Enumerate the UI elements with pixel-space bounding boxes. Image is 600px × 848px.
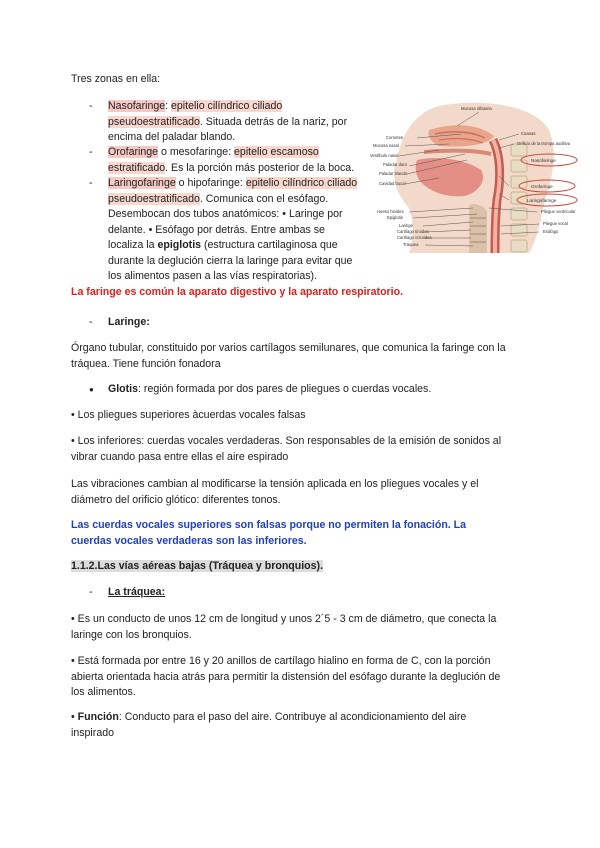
- laringofaringe-line4: delante. • Esófago por detrás. Entre ambas se: [108, 223, 325, 236]
- figure-label-laringe: Laringe: [399, 223, 413, 228]
- laringofaringe-rest-a: . Comunica con el esófago.: [199, 192, 329, 205]
- laringe-desc-a: Órgano tubular, constituido por varios cartílagos semilunares, que comunica la faringe con la: [71, 342, 506, 354]
- glotis-term: Glotis: [108, 383, 139, 395]
- vibraciones-paragraph: [71, 477, 479, 508]
- pliegues-superiores: • Los pliegues superiores àcuerdas vocales falsas: [71, 409, 306, 421]
- figure-label-mucosa-olfatoria: Mucosa olfatoria: [461, 106, 492, 111]
- laringe-description: [71, 341, 506, 372]
- blue-statement: [71, 518, 466, 549]
- figure-label-vestibulo: Vestíbulo nasal: [370, 153, 399, 158]
- orofaringe-rest: . Es la porción más posterior de la boca.: [165, 161, 355, 174]
- figure-label-paladar-blando: Paladar blando: [379, 171, 408, 176]
- figure-label-nasofaringe: Nasofaringe: [531, 158, 556, 163]
- figure-label-orificio-trompa: Orificio de la trompa auditiva: [517, 141, 571, 146]
- zone-orofaringe: [108, 145, 354, 176]
- list-dash: -: [89, 146, 93, 158]
- laringofaringe-epithelium-b: pseudoestratificado: [108, 192, 200, 205]
- orofaringe-epithelium-a: epitelio escamoso: [234, 146, 319, 158]
- figure-label-cornetes: Cornetes: [386, 135, 403, 140]
- traquea-p1-b: laringe con los bronquios.: [71, 628, 192, 641]
- traquea-paragraph-1: [71, 612, 496, 643]
- laringofaringe-epithelium-a: epitelio cilíndrico ciliado: [245, 177, 358, 189]
- traquea-paragraph-2: [71, 654, 500, 701]
- figure-label-pliegue-ventricular: Pliegue ventricular: [541, 209, 576, 214]
- section-heading-text: 1.1.2.Las vías aéreas bajas (Tráquea y bronquios).: [71, 560, 324, 572]
- laringofaringe-line7: los alimentos pasen a las vías respiratorias).: [108, 270, 318, 282]
- pharynx-anatomy-illustration: [369, 100, 580, 253]
- list-dash: -: [89, 100, 93, 112]
- pharynx-anatomy-figure: [369, 100, 580, 253]
- figure-label-mucosa-nasal: Mucosa nasal: [373, 143, 399, 148]
- laringofaringe-line3: Desembocan dos tubos anatómicos: • Laringe por: [108, 208, 343, 220]
- figure-label-laringofaringe: Laringofaringe: [527, 198, 557, 203]
- glotis-rest: : región formada por dos pares de pliegues o cuerdas vocales.: [138, 383, 432, 395]
- vibraciones-a: Las vibraciones cambian al modificarse la tensión aplicada en los pliegues vocales y el: [71, 478, 479, 490]
- blue-statement-b: cuerdas vocales verdaderas son las inferiores.: [71, 534, 307, 547]
- nasofaringe-rest-b: encima del paladar blando.: [108, 131, 236, 143]
- laringofaringe-term: Laringofaringe: [108, 177, 176, 189]
- zone-nasofaringe: [108, 99, 347, 146]
- nasofaringe-rest-a: . Situada detrás de la nariz, por: [199, 115, 348, 128]
- nasofaringe-epithelium-a: epitelio cilíndrico ciliado: [171, 100, 283, 112]
- traquea-p2-b: abierta orientada hacia atrás para permitir la distensión del esófago durante la deglución de: [71, 670, 501, 683]
- nasofaringe-epithelium-b: pseudoestratificado: [108, 115, 200, 128]
- figure-label-hueso-hioides: Hueso hioides: [377, 209, 404, 214]
- figure-label-paladar-duro: Paladar duro: [383, 162, 407, 167]
- orofaringe-epithelium-b: estratificado: [108, 161, 166, 174]
- vibraciones-b: diámetro del orificio glótico: diferentes tonos.: [71, 493, 281, 506]
- list-dash: -: [89, 586, 93, 598]
- laringofaringe-line5-post: (estructura cartilaginosa que: [201, 239, 338, 251]
- laringofaringe-line5-pre: localiza la: [108, 239, 158, 251]
- glotis-item: [108, 382, 431, 398]
- traquea-p1-a: • Es un conducto de unos 12 cm de longitud y unos 2´5 - 3 cm de diámetro, que conecta la: [71, 613, 497, 625]
- figure-label-cartilago-tiroides: Cartílago tiroides: [397, 229, 429, 234]
- funcion-bullet: •: [71, 711, 78, 723]
- blue-statement-a: Las cuerdas vocales superiores son falsas porque no permiten la fonación. La: [71, 519, 467, 531]
- figure-label-esofago: Esófago: [543, 229, 559, 234]
- laringe-desc-b: tráquea. Tiene función fonadora: [71, 357, 221, 370]
- figure-label-orofaringe: Orofaringe: [531, 184, 553, 189]
- traquea-p2-a: • Está formada por entre 16 y 20 anillos de cartílago hialino en forma de C, con la porción: [71, 655, 491, 667]
- list-dash: -: [89, 177, 93, 189]
- section-heading: [71, 559, 323, 575]
- traquea-p2-c: los alimentos.: [71, 686, 136, 698]
- separator: :: [165, 100, 172, 112]
- epiglotis-term: epiglotis: [157, 239, 202, 251]
- inferiores-b: vibrar cuando pasa entre ellas el aire espirado: [71, 450, 289, 463]
- figure-label-cavidad-bucal: Cavidad bucal: [379, 181, 406, 186]
- figure-label-traquea: Tráquea: [403, 242, 419, 247]
- pliegues-inferiores: [71, 434, 501, 465]
- orofaringe-mid: o mesofaringe:: [158, 146, 235, 158]
- traquea-paragraph-3: [71, 710, 466, 741]
- laringofaringe-mid: o hipofaringe:: [175, 177, 246, 189]
- laringofaringe-line6: durante la deglución cierra la laringe para evitar que: [108, 254, 353, 267]
- funcion-rest-b: inspirado: [71, 726, 114, 739]
- figure-label-epiglotis: Epiglotis: [387, 215, 403, 220]
- figure-label-pliegue-vocal: Pliegue vocal: [543, 221, 568, 226]
- figure-label-coanas: Coanas: [521, 131, 536, 136]
- nasofaringe-term: Nasofaringe: [108, 100, 166, 112]
- laringe-heading: Laringe:: [108, 316, 150, 328]
- funcion-rest-a: : Conducto para el paso del aire. Contribuye al acondicionamiento del aire: [118, 711, 467, 723]
- list-dash: -: [89, 316, 93, 328]
- traquea-heading: La tráquea:: [108, 586, 166, 598]
- intro-text: Tres zonas en ella:: [71, 73, 161, 85]
- red-statement: La faringe es común la aparato digestivo y la aparato respiratorio.: [71, 286, 404, 298]
- figure-label-cartilago-cricoides: Cartílago cricoides: [397, 235, 432, 240]
- bullet-icon: ●: [89, 385, 94, 394]
- funcion-term: Función: [77, 711, 119, 723]
- orofaringe-term: Orofaringe: [108, 146, 159, 158]
- zone-laringofaringe: [108, 176, 357, 285]
- inferiores-a: • Los inferiores: cuerdas vocales verdaderas. Son responsables de la emisión de sonidos al: [71, 435, 502, 447]
